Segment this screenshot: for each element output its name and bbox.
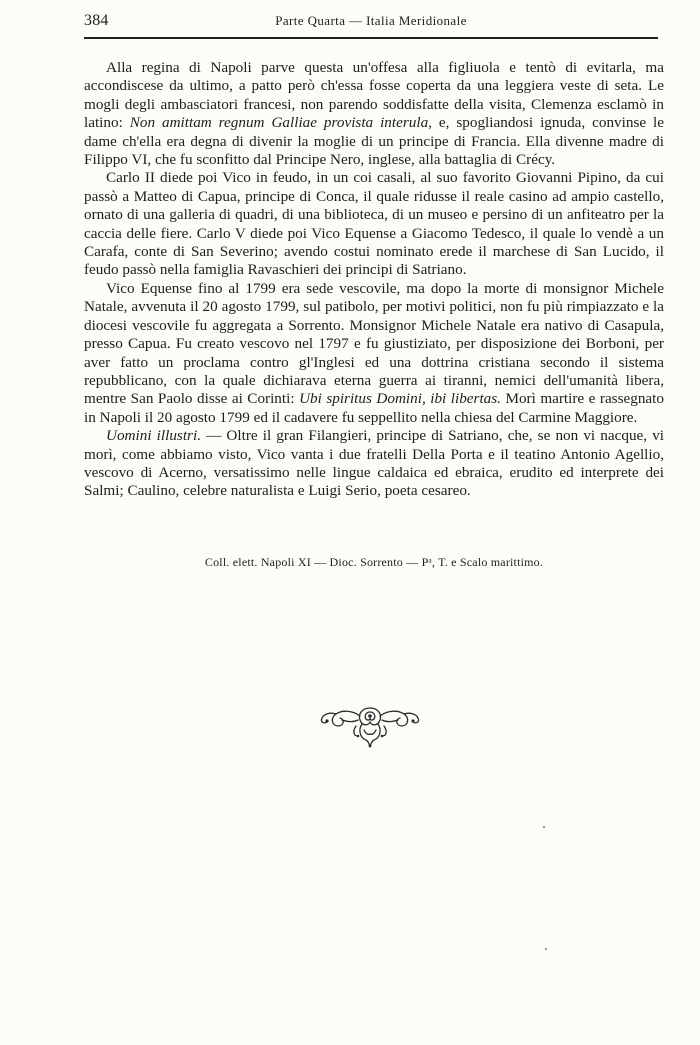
paragraph-text: , e, spogliandosi ignuda, convinse le dame ch'ella era degna di divenir la moglie di un principe di Francia. Ella divenne madre di Filippo VI, che fu sconfitto dal Principe Nero, inglese, alla battaglia di Crécy. <box>84 114 664 169</box>
footnote: Coll. elett. Napoli XI — Dioc. Sorrento — Pᵃ, T. e Scalo marittimo. <box>204 555 544 569</box>
paragraph-vescovo <box>84 280 664 427</box>
paragraph-regina <box>84 59 664 169</box>
paragraph-carlo <box>84 169 664 279</box>
section-label: Uomini illustri. <box>106 427 201 445</box>
latin-quote: Ubi spiritus Domini, ibi libertas. <box>299 390 501 408</box>
latin-quote: Non amittam regnum Galliae provista interula <box>129 114 429 132</box>
header-rule <box>84 37 658 39</box>
paragraph-text: Morì martire e rassegnato in Napoli il 20 agosto 1799 ed il cadavere fu seppellito nella chiesa del Carmine Maggiore. <box>84 390 664 426</box>
paragraph-text: — Oltre il gran Filangieri, principe di Satriano, che, se non vi nacque, vi morì, come abbiamo visto, Vico vanta i due fratelli Della Porta e il teatino Antonio Agellio, vescovo di Acerno, versatissimo nelle lingue caldaica ed ebraica, erudito ed interprete dei Salmi; Caulino, celebre naturalista e Luigi Serio, poeta cesareo. <box>84 427 665 500</box>
floral-ornament-icon <box>318 700 422 750</box>
paragraph-text: Carlo II diede poi Vico in feudo, in un coi casali, al suo favorito Giovanni Pipino, da cui passò a Matteo di Capua, principe di Conca, il quale ridusse il reale casino ad ampio castello, ornato di una galleria di quadri, di una biblioteca, di un museo e persino di un anfiteatro per la caccia delle fiere. Carlo V diede poi Vico Equense a Giacomo Tedesco, il quale lo vendè a un Carafa, conte di San Severino; avendo costui nominato erede il marchese di San Lucido, il feudo passò nella famiglia Ravaschieri dei principi di Satriano. <box>84 169 664 279</box>
running-title: Parte Quarta — Italia Meridionale <box>275 13 467 28</box>
page-number: 384 <box>84 12 109 29</box>
paragraph-uomini-illustri <box>84 427 664 501</box>
paragraph-text: Vico Equense fino al 1799 era sede vescovile, ma dopo la morte di monsignor Michele Natale, avvenuta il 20 agosto 1799, sul patibolo, per motivi politici, non fu più rimpiazzato e la diocesi vescovile fu aggregata a Sorrento. Monsignor Michele Natale era nativo di Casapula, presso Capua. Fu creato vescovo nel 1797 e fu giustiziato, per disposizione dei Borboni, per aver fatto un proclama contro gl'Inglesi ed una dottrina cristiana secondo il sistema repubblicano, con la quale dichiarava eterna guerra ai tiranni, nemici dell'umanità libera, mentre San Paolo disse ai Corinti: <box>84 279 664 408</box>
page-speck <box>543 826 545 828</box>
page-header <box>84 12 658 34</box>
paragraph-text: Alla regina di Napoli parve questa un'offesa alla figliuola e tentò di evitarla, ma accondiscese da ultimo, a patto però ch'essa fosse coperta da una leggiera veste di seta. Le mogli degli ambasciatori francesi, non parendo soddisfatte della visita, Clemenza esclamò in latino: <box>84 59 664 132</box>
page-speck <box>545 948 547 950</box>
body-text <box>84 59 664 501</box>
